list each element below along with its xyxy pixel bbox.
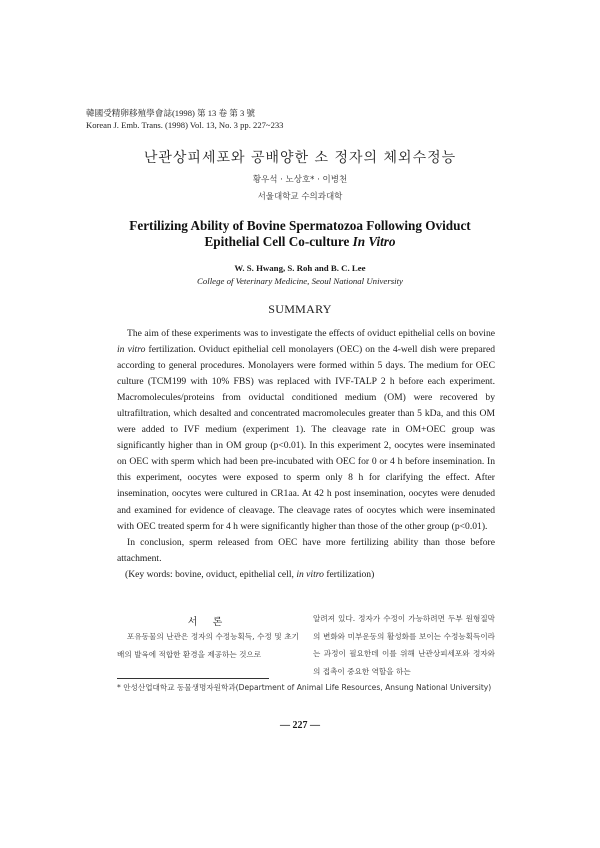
english-title-line1: Fertilizing Ability of Bovine Spermatozoa Following Oviduct xyxy=(129,218,471,233)
journal-header-korean: 韓國受精卵移殖學會誌(1998) 第 13 卷 第 3 號 xyxy=(86,108,256,118)
journal-header-english: Korean J. Emb. Trans. (1998) Vol. 13, No. 3 pp. 227~233 xyxy=(86,120,284,130)
intro-right-column: 알려져 있다. 정자가 수정이 가능하려면 두부 원형질막의 변화와 미부운동의 활성화를 보이는 수정능획득이라는 과정이 필요한데 이를 위해 난관상피세포와 정자와의 접촉이 중요한 역할을 하는 xyxy=(313,614,495,676)
english-authors: W. S. Hwang, S. Roh and B. C. Lee xyxy=(234,263,366,273)
english-title-line2: Epithelial Cell Co-culture In Vitro xyxy=(204,234,396,249)
intro-left-column: 포유동물의 난관은 정자의 수정능획득, 수정 및 초기배의 발육에 적합한 환경을 제공하는 것으로 xyxy=(117,632,299,659)
korean-title: 난관상피세포와 공배양한 소 정자의 체외수정능 xyxy=(143,150,457,166)
abstract xyxy=(117,326,495,583)
footnote-divider xyxy=(117,678,269,679)
section-heading-introduction: 서 론 xyxy=(187,617,229,628)
abstract-paragraph-2: In conclusion, sperm released from OEC have more fertilizing ability than those before attachment. xyxy=(117,536,495,564)
abstract-paragraph-1: The aim of these experiments was to investigate the effects of oviduct epithelial cells on bovine in vitro fertilization. Oviduct epithelial cell monolayers (OEC) on the 4-well dish were prepared according to general procedures. Monolayers were formed within 5 days. The medium for OEC culture (TCM199 with 10% FBS) was replaced with IVF-TALP 2 h before each experiment. Macromolecules/proteins from oviductal conditioned medium (OM) were recovered by ultrafiltration, which desalted and concentrated macromolecules greater than 5 kDa, and this OM were added to IVF medium (experiment 1). The cleavage rate in OM+OEC group was significantly higher than in OM group (p<0.01). In this experiment 2, oocytes were inseminated on OEC with sperm which had been pre-incubated with OEC for 0 or 4 h before insemination. In this experiment, oocytes were exposed to sperm only 8 h for clarifying the effect. After insemination, oocytes were cultured in CR1aa. At 42 h post insemination, oocytes were denuded and examined for evidence of cleavage. The cleavage rates of oocytes which were inseminated with OEC treated sperm for 4 h were significantly higher than those of the other group (p<0.01). xyxy=(117,328,496,532)
korean-affiliation: 서울대학교 수의과대학 xyxy=(257,192,343,202)
keywords: (Key words: bovine, oviduct, epithelial cell, in vitro fertilization) xyxy=(125,568,375,580)
footnote: * 안성산업대학교 동물생명자원학과(Department of Animal Life Resources, Ansung National University) xyxy=(117,683,492,692)
korean-authors: 황우석 · 노상호* · 이병천 xyxy=(252,175,348,185)
english-affiliation: College of Veterinary Medicine, Seoul National University xyxy=(197,276,403,286)
summary-heading: SUMMARY xyxy=(268,302,332,316)
page-number: — 227 — xyxy=(280,720,320,731)
english-title xyxy=(0,218,600,250)
